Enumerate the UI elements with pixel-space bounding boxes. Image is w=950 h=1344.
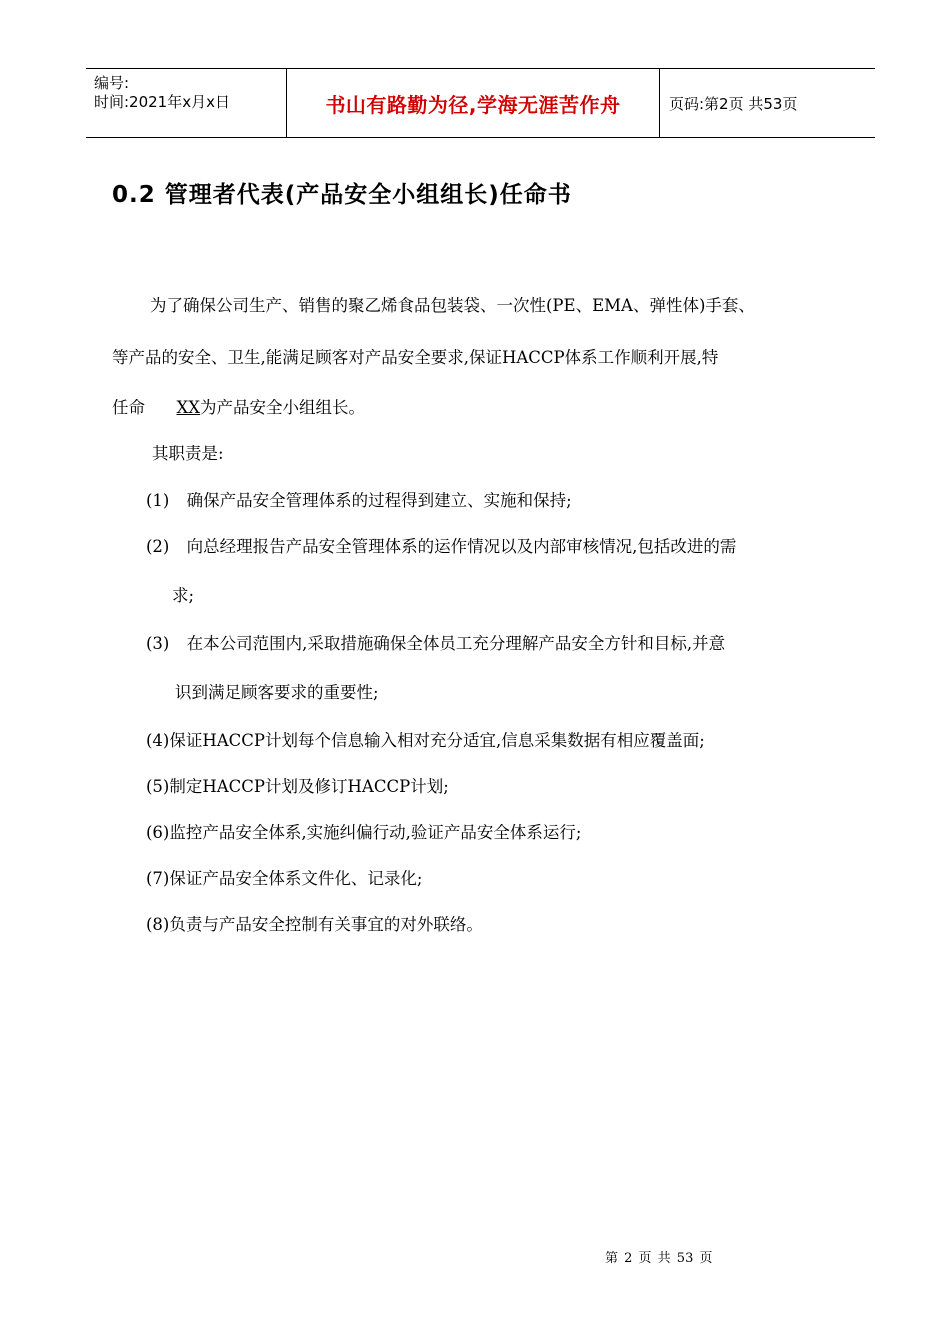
duty-item-2-cont: 求; — [172, 586, 195, 605]
appointee-name: XX — [176, 398, 200, 417]
intro-line-1: 为了确保公司生产、销售的聚乙烯食品包装袋、一次性(PE、EMA、弹性体)手套、 — [150, 296, 755, 315]
duty-number: (6) — [146, 823, 170, 842]
duty-number: (7) — [146, 869, 170, 888]
intro-suffix: 为产品安全小组组长。 — [200, 398, 365, 417]
duty-item-6 — [146, 819, 581, 843]
duty-text: 保证产品安全体系文件化、记录化; — [169, 869, 423, 888]
duty-item-5 — [146, 773, 449, 797]
duty-item-2 — [146, 533, 736, 557]
header-motto-cell — [287, 69, 660, 137]
duty-item-4 — [146, 727, 705, 751]
time-label: 时间:2021年x月x日 — [94, 93, 230, 111]
header-meta — [86, 69, 287, 137]
duties-heading: 其职责是: — [152, 444, 224, 463]
duty-number: (8) — [146, 915, 170, 934]
duty-item-7 — [146, 865, 422, 889]
duty-text: 制定HACCP计划及修订HACCP计划; — [169, 777, 449, 796]
duty-number: (5) — [146, 777, 170, 796]
duty-text: 在本公司范围内,采取措施确保全体员工充分理解产品安全方针和目标,并意 — [186, 634, 726, 653]
duty-number: (1) — [146, 491, 170, 510]
intro-prefix: 任命 — [112, 398, 145, 417]
duty-item-3-cont: 识到满足顾客要求的重要性; — [175, 683, 379, 702]
page-footer: 第 2 页 共 53 页 — [605, 1251, 713, 1266]
number-label: 编号: — [94, 74, 130, 92]
page-info: 页码:第2页 共53页 — [669, 94, 798, 113]
duty-item-8 — [146, 911, 483, 935]
motto: 书山有路勤为径,学海无涯苦作舟 — [325, 92, 621, 117]
duty-number: (4) — [146, 731, 170, 750]
duty-text: 负责与产品安全控制有关事宜的对外联络。 — [169, 915, 483, 934]
duty-text: 确保产品安全管理体系的过程得到建立、实施和保持; — [186, 491, 572, 510]
document-title: 0.2 管理者代表(产品安全小组组长)任命书 — [112, 182, 572, 208]
header-page-cell — [660, 69, 875, 137]
intro-line-3 — [112, 394, 365, 418]
page-header — [86, 68, 875, 138]
duty-number: (3) — [146, 634, 170, 653]
duty-item-1 — [146, 487, 572, 511]
duty-text: 监控产品安全体系,实施纠偏行动,验证产品安全体系运行; — [169, 823, 582, 842]
duty-number: (2) — [146, 537, 170, 556]
duty-text: 保证HACCP计划每个信息输入相对充分适宜,信息采集数据有相应覆盖面; — [169, 731, 705, 750]
duty-text: 向总经理报告产品安全管理体系的运作情况以及内部审核情况,包括改进的需 — [186, 537, 737, 556]
intro-line-2: 等产品的安全、卫生,能满足顾客对产品安全要求,保证HACCP体系工作顺利开展,特 — [112, 348, 719, 367]
duty-item-3 — [146, 630, 725, 654]
